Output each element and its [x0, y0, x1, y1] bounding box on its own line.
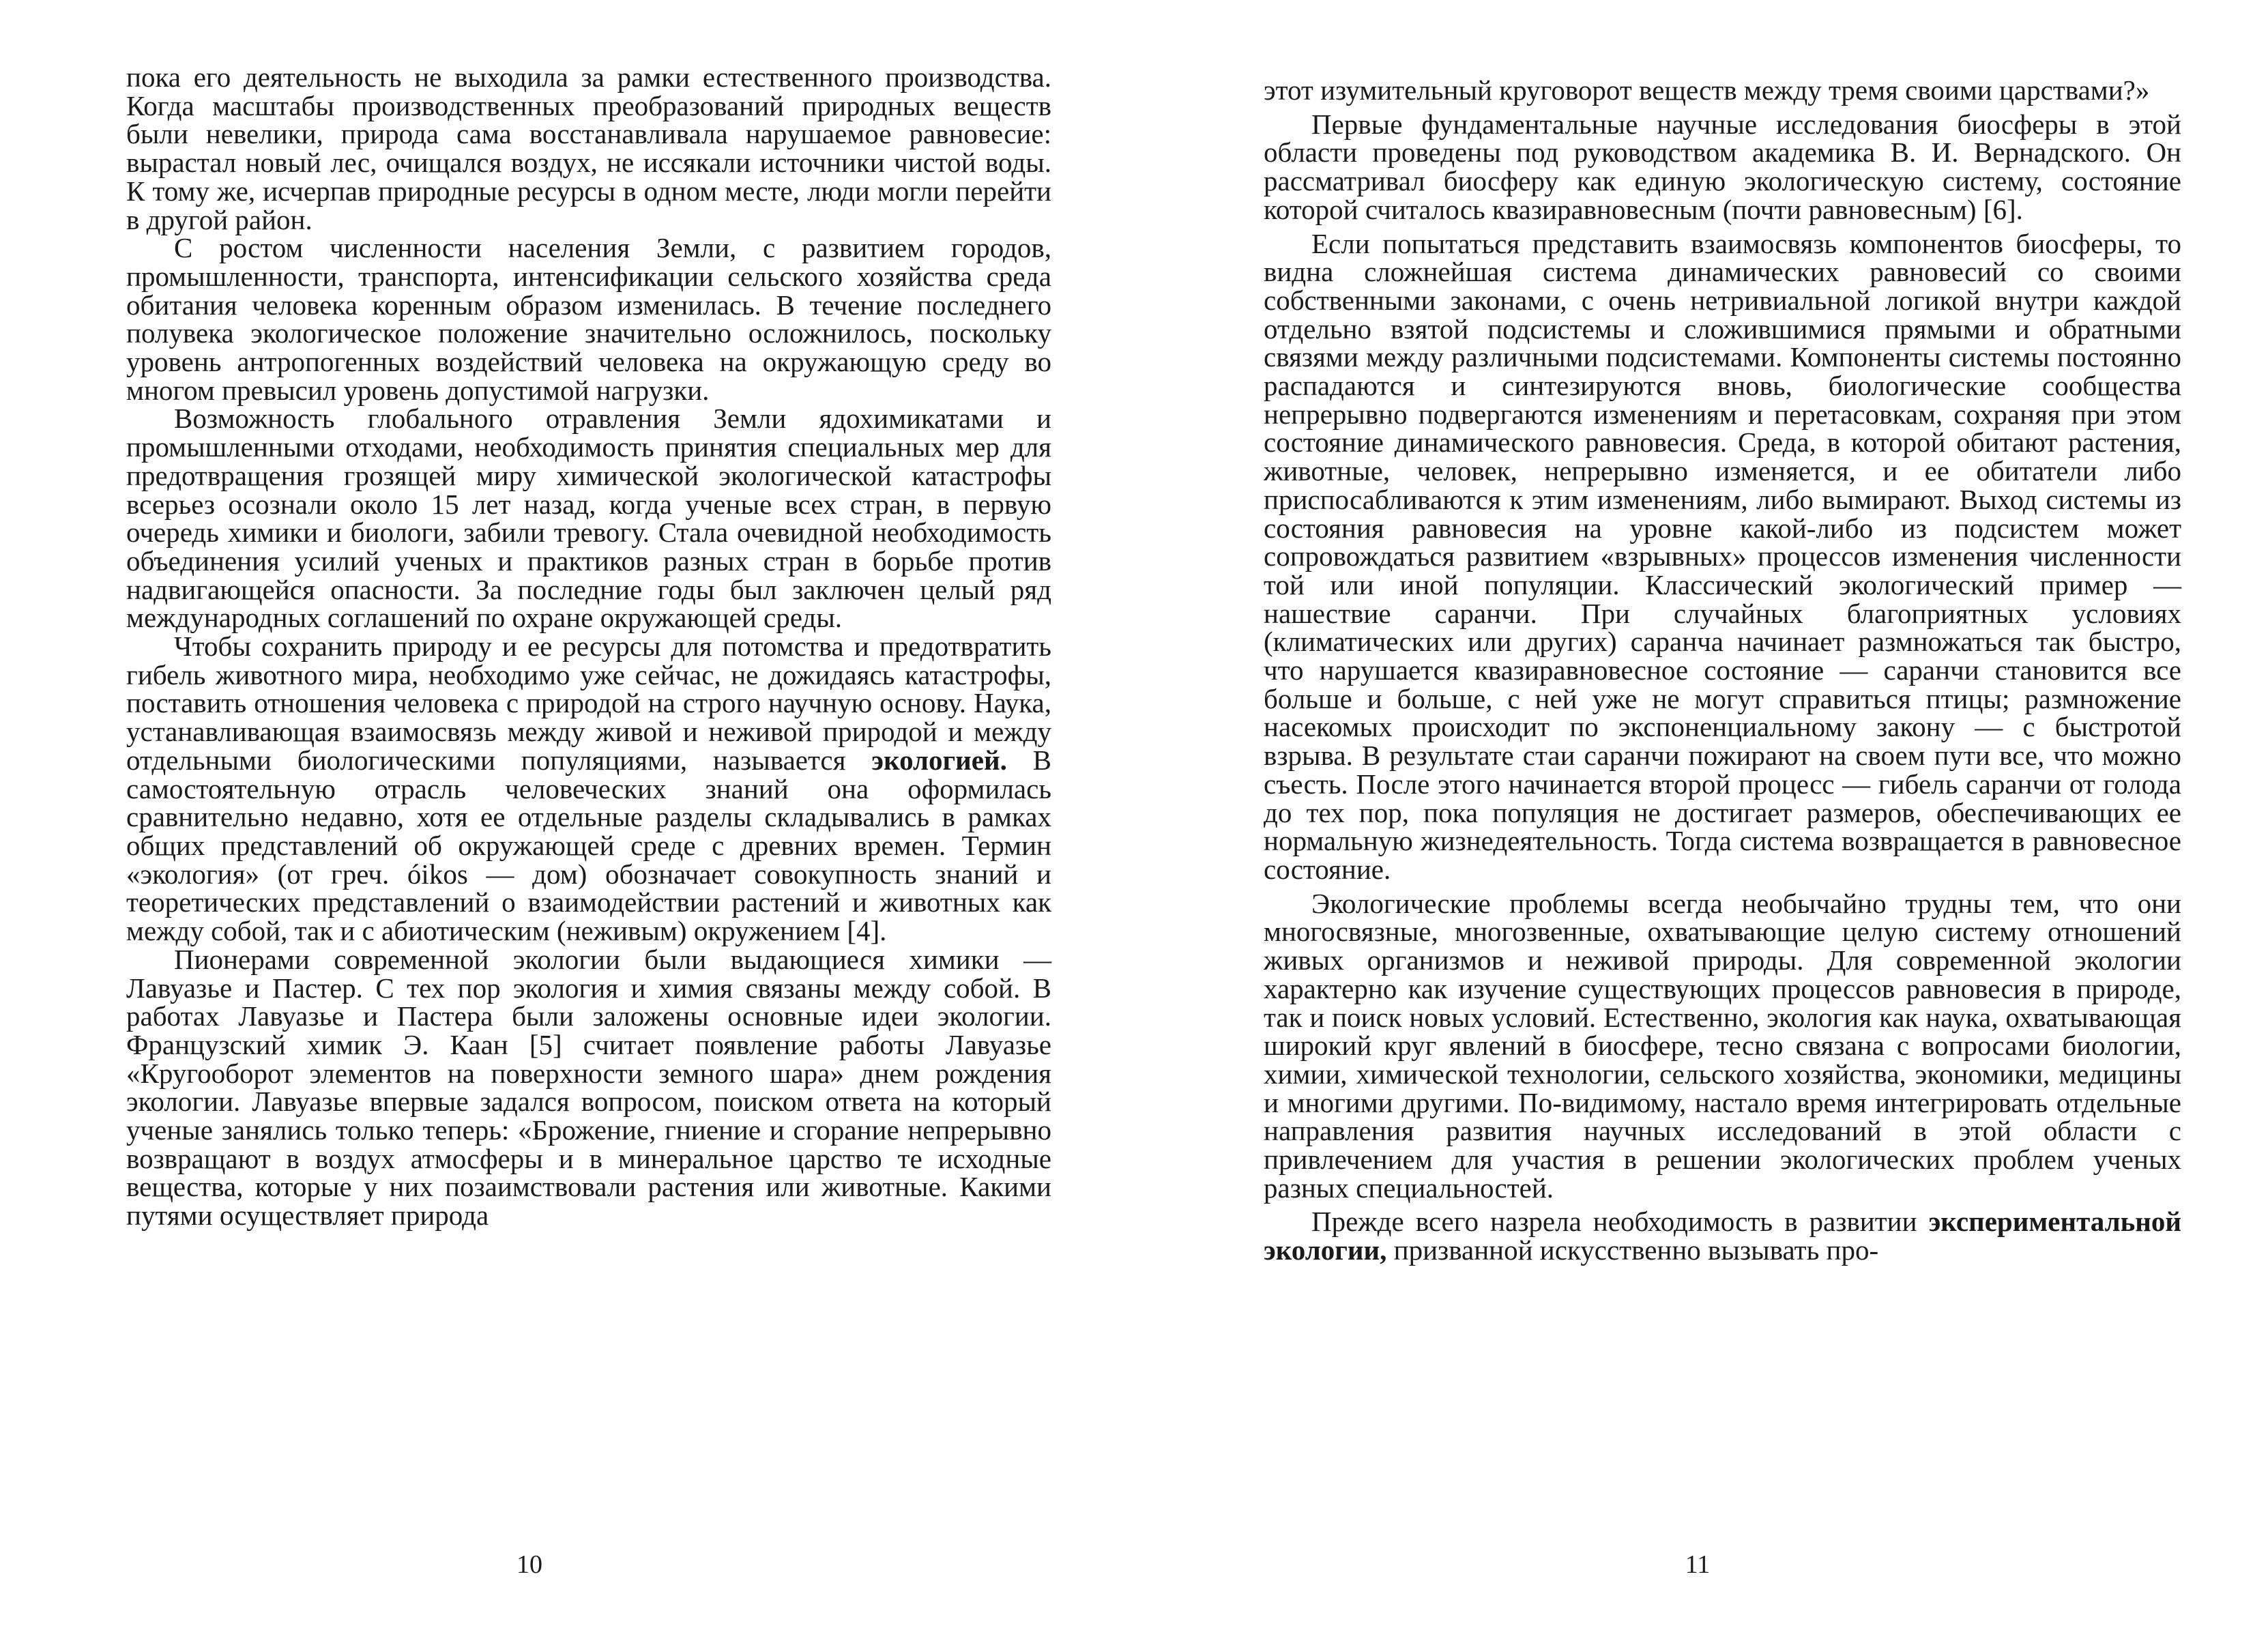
- paragraph-text: Прежде всего назрела необходимость в развитии: [1311, 1206, 1917, 1238]
- paragraph: Экологические проблемы всегда необычайно трудны тем, что они многосвязные, многозвенные, охватывающие целую систему отношений живых организмов и неживой природы. Для современной экологии характерно как изучение существующих процессов равновесия в природе, так и поиск новых условий. Естественно, экология как наука, охватывающая широкий круг явлений в биосфере, тесно связана с вопросами биологии, химии, химической технологии, сельского хозяйства, экономики, медицины и многими другими. По-видимому, настало время интегрировать отдельные направления развития научных исследований в этой области с привлечением для участия в решении экологических проблем ученых разных специальностей.: [1264, 887, 2181, 1204]
- paragraph: Возможность глобального отравления Земли ядохимикатами и промышленными отходами, необходимость принятия специальных мер для предотвращения грозящей миру химической экологической катастрофы всерьез осознали около 15 лет назад, когда ученые всех стран, в первую очередь химики и биологи, забили тревогу. Стала очевидной необходимость объединения усилий ученых и практиков разных стран в борьбе против надвигающейся опасности. За последние годы был заключен целый ряд международных соглашений по охране окружающей среды.: [126, 403, 1051, 634]
- paragraph-ecology-definition: [126, 630, 1052, 947]
- paragraph: Пионерами современной экологии были выдающиеся химики — Лавуазье и Пастер. С тех пор экология и химия связаны между собой. В работах Лавуазье и Пастера были заложены основные идеи экологии. Французский химик Э. Каан [5] считает появление работы Лавуазье «Кругооборот элементов на поверхности земного шара» днем рождения экологии. Лавуазье впервые задался вопросом, поиском ответа на который ученые занялись только теперь: «Брожение, гниение и сгорание непрерывно возвращают в воздух атмосферы и в минеральное царство те исходные вещества, которые у них позаимствовали растения или животные. Какими путями осуществляет природа: [126, 943, 1051, 1232]
- paragraph-text: Чтобы сохранить природу и ее ресурсы для потомства и предотвратить гибель животного мира, необходимо уже сейчас, не дожидаясь катастрофы, поставить отношения человека с природой на строго научную основу. Наука, устанавливающая взаимосвязь между живой и неживой природой и между отдельными биологическими популяциями, называется: [126, 630, 1051, 776]
- left-page-text: [126, 63, 1051, 1230]
- paragraph-experimental-ecology: [1264, 1208, 2181, 1264]
- paragraph: Если попытаться представить взаимосвязь компонентов биосферы, то видна сложнейшая система динамических равновесий со своими собственными законами, с очень нетривиальной логикой внутри каждой отдельно взятой подсистемы и сложившимися прямыми и обратными связями между различными подсистемами. Компоненты системы постоянно распадаются и синтезируются вновь, биологические сообщества непрерывно подвергаются изменениям и перетасовкам, сохраняя при этом состояние динамического равновесия. Среда, в которой обитают растения, животные, человек, непрерывно изменяется, и ее обитатели либо приспосабливаются к этим изменениям, либо вымирают. Выход системы из состояния равновесия на уровне какой-либо из подсистем может сопровождаться развитием «взрывных» процессов изменения численности той или иной популяции. Классический экологический пример — нашествие саранчи. При случайных благоприятных условиях (климатических или других) саранча начинает размножаться так быстро, что нарушается квазиравновесное состояние — саранчи становится все больше и больше, с ней уже не могут справиться птицы; размножение насекомых происходит по экспоненциальному закону — с быстротой взрыва. В результате стаи саранчи пожирают на своем пути все, что можно съесть. После этого начинается второй процесс — гибель саранчи от голода до тех пор, пока популяция не достигает размеров, обеспечивающих ее нормальную жизнедеятельность. Тогда система возвращается в равновесное состояние.: [1264, 227, 2181, 885]
- paragraph: этот изумительный круговорот веществ между тремя своими царствами?»: [1264, 74, 2150, 106]
- bold-term-experimental-ecology: экспериментальной экологии,: [1264, 1206, 2182, 1266]
- paragraph-text: В самостоятельную отрасль человеческих знаний она оформилась сравнительно недавно, хотя ее отдельные разделы складывались в рамках общих представлений об окружающей среде с древних времен. Термин «экология» (от греч. óikos — дом) обозначает совокупность знаний и теоретических представлений о взаимодействии растений и животных как между собой, так и с абиотическим (неживым) окружением [4].: [126, 744, 1052, 947]
- right-page: [1134, 0, 2268, 1641]
- paragraph: С ростом численности населения Земли, с развитием городов, промышленности, транспорта, интенсификации сельского хозяйства среда обитания человека коренным образом изменилась. В течение последнего полувека экологическое положение значительно осложнилось, поскольку уровень антропогенных воздействий человека на окружающую среду во многом превысил уровень допустимой нагрузки.: [126, 232, 1051, 406]
- right-page-text: [1264, 76, 2181, 1265]
- paragraph: Первые фундаментальные научные исследования биосферы в этой области проведены под руководством академика В. И. Вернадского. Он рассматривал биосферу как единую экологическую систему, состояние которой считалось квазиравновесным (почти равновесным) [6].: [1264, 108, 2181, 225]
- paragraph-text: призванной искусственно вызывать про-: [1393, 1234, 1879, 1266]
- paragraph: пока его деятельность не выходила за рамки естественного производства. Когда масштабы производственных преобразований природных веществ были невелики, природа сама восстанавливала нарушаемое равновесие: вырастал новый лес, очищался воздух, не иссякали источники чистой воды. К тому же, исчерпав природные ресурсы в одном месте, люди могли перейти в другой район.: [126, 61, 1051, 235]
- page-number: 11: [1685, 1550, 1711, 1579]
- page-number: 10: [517, 1550, 542, 1579]
- bold-term-ecology: экологией.: [871, 744, 1007, 776]
